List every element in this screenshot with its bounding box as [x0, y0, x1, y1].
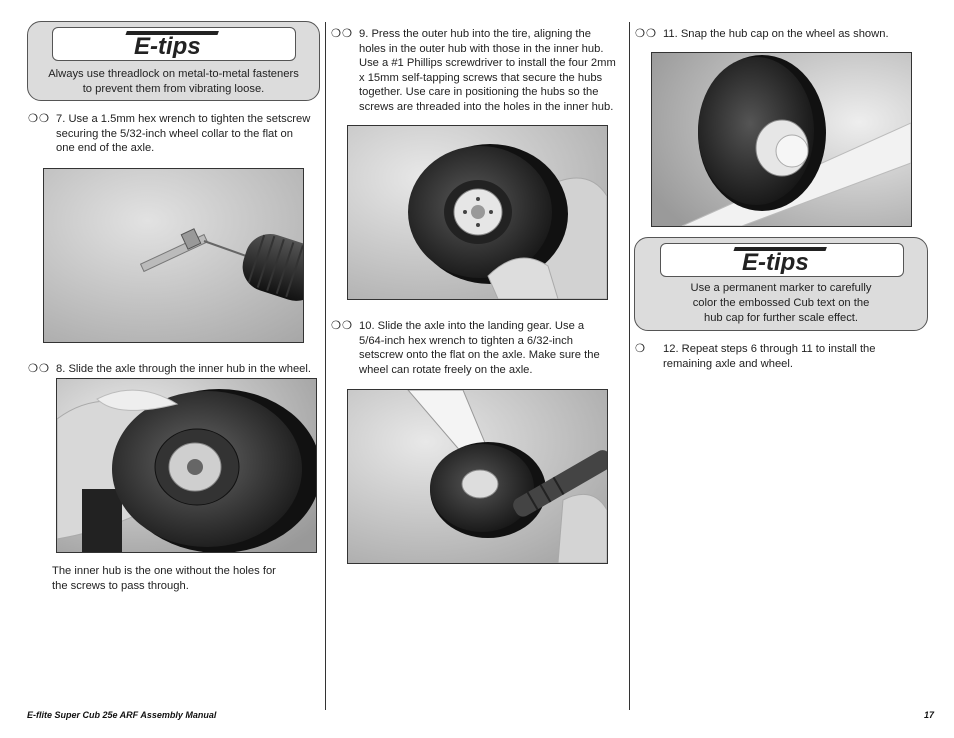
step-text-line: 8. Slide the axle through the inner hub in the wheel.	[56, 363, 312, 375]
photo-step-10	[347, 389, 608, 564]
step-8	[28, 362, 323, 378]
caption-line: The inner hub is the one without the holes for	[52, 565, 276, 577]
photo-step-11	[651, 52, 912, 227]
photo-step-9	[347, 125, 608, 300]
manual-title: E-flite Super Cub 25e ARF Assembly Manual	[27, 710, 217, 720]
step-9	[331, 27, 626, 115]
step-checkbox[interactable]: ❍	[635, 343, 647, 355]
step-checkbox[interactable]: ❍❍	[28, 113, 51, 125]
photo-caption	[52, 564, 312, 593]
step-text-line: one end of the axle.	[56, 142, 155, 154]
e-tips-logo-text: E-tips	[134, 33, 201, 58]
step-text-line: together. Use care in positioning the hubs so the	[359, 86, 599, 98]
step-text-line: setscrew onto the flat on the axle. Make sure the	[359, 349, 600, 361]
step-12	[635, 342, 935, 374]
step-text-line: 12. Repeat steps 6 through 11 to install the	[663, 343, 876, 355]
step-text-line: wheel can rotate freely on the axle.	[359, 363, 533, 376]
tip-text	[28, 67, 319, 97]
step-text-line: holes in the outer hub with those in the inner hub.	[359, 42, 604, 55]
tip-text	[635, 281, 927, 326]
step-text	[663, 27, 889, 42]
step-text	[56, 112, 310, 156]
step-text	[663, 342, 876, 371]
tip-text-line: color the embossed Cub text on the	[692, 297, 870, 309]
e-tips-logo-text: E-tips	[742, 249, 809, 274]
step-text-line: remaining axle and wheel.	[663, 357, 793, 370]
step-text-line: 10. Slide the axle into the landing gear. Use a	[359, 320, 585, 332]
step-text-line: 11. Snap the hub cap on the wheel as shown.	[663, 28, 889, 40]
step-text-line: Use a #1 Phillips screwdriver to install the four 2mm	[359, 57, 616, 69]
step-text-line: screws are threaded into the holes in the inner hub.	[359, 100, 614, 113]
e-tips-logo	[660, 243, 904, 277]
step-11	[635, 27, 935, 43]
step-text-line: x 15mm self-tapping screws that secure the hubs	[359, 71, 603, 84]
step-text-line: 5/64-inch hex wrench to tighten a 6/32-inch	[359, 334, 573, 347]
e-tips-logo-graphic	[732, 244, 832, 274]
column-divider-1	[325, 22, 326, 710]
tip-text-line: Always use threadlock on metal-to-metal fasteners	[48, 68, 299, 80]
step-10	[331, 319, 626, 379]
step-text-line: 7. Use a 1.5mm hex wrench to tighten the setscrew	[56, 113, 311, 125]
step-text	[359, 27, 616, 114]
step-checkbox[interactable]: ❍❍	[331, 28, 354, 40]
photo-step-7	[43, 168, 304, 343]
page-number: 17	[923, 710, 934, 720]
step-checkbox[interactable]: ❍❍	[635, 28, 658, 40]
step-text-line: 9. Press the outer hub into the tire, aligning the	[359, 28, 591, 40]
e-tips-box-2	[634, 237, 928, 331]
step-text	[56, 362, 311, 377]
tip-text-line: to prevent them from vibrating loose.	[82, 83, 265, 95]
column-divider-2	[629, 22, 630, 710]
step-text	[359, 319, 600, 377]
step-text-line: securing the 5/32-inch wheel collar to the flat on	[56, 127, 293, 140]
tip-text-line: hub cap for further scale effect.	[703, 312, 859, 324]
step-7	[28, 112, 323, 157]
step-checkbox[interactable]: ❍❍	[331, 320, 354, 332]
tip-text-line: Use a permanent marker to carefully	[690, 282, 872, 294]
photo-step-8	[56, 378, 317, 553]
e-tips-logo-graphic	[124, 28, 224, 58]
e-tips-logo	[52, 27, 296, 61]
e-tips-box-1	[27, 21, 320, 101]
step-checkbox[interactable]: ❍❍	[28, 363, 51, 375]
caption-line: the screws to pass through.	[52, 579, 189, 592]
